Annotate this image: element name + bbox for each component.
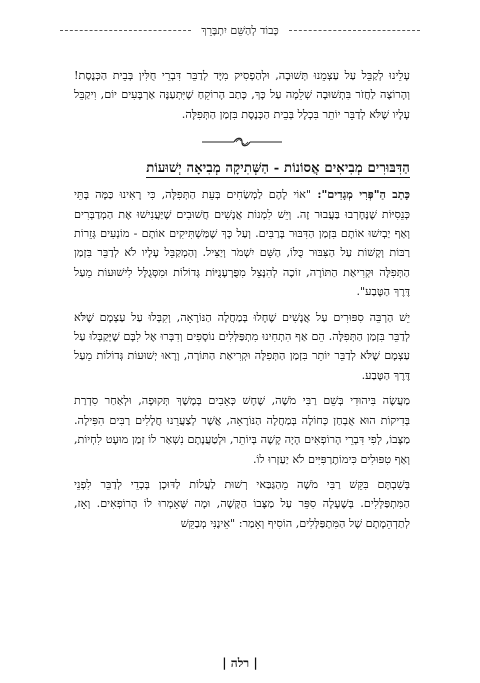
page-content — [74, 66, 410, 533]
header-rule-right — [289, 30, 420, 31]
paragraph-1 — [74, 185, 410, 301]
ornament-divider — [74, 136, 410, 148]
running-header — [60, 22, 420, 38]
page-number: | רלה | — [222, 656, 258, 670]
flourish-ornament-icon — [200, 136, 284, 148]
paragraph-2 — [74, 308, 410, 386]
paragraph-1-text: "אוֹי לָהֶם לַמְשַׂחִים בְּעֵת הַתְּפִלָּה, כִּי רָאִינוּ כַּמָּה בָּתֵּי כְּנֵסִיּוֹת שֶׁנֶּחֶרְבוּ בַּעֲבוּר זֶה. וְיֵשׁ לִמְנוֹת אֲנָשִׁים חֲשׁוּבִים שֶׁיַּעֲנִישׁוּ אֶת הַמְדַבְּרִים וְאַף יַבְיִשׁוּ אוֹתָם בִּזְמַן הַדִּבּוּר בָּרַבִּים. וְעַל כָּךְ שֶׁמַּשְׁתִּיקִים אוֹתָם - מוֹנְעִים גְּזֵרוֹת רַבּוֹת וְקָשׁוֹת עַל הַצִּבּוּר כֻּלּוֹ, הַשֵּׁם יִשְׁמֹר וְיַצִּיל. וְהַמְקַבֵּל עָלָיו לֹא לְדַבֵּר בִּזְמַן הַתְּפִלָּה וּקְרִיאַת הַתּוֹרָה, זוֹכֶה לְהִנָּצֵל מִפֻּרְעָנֻיּוֹת גְּדוֹלוֹת וּמִסְּגֻלָּל לִישׁוּעוֹת מֵעַל דֶּרֶךְ הַטֶּבַע". — [74, 188, 410, 299]
header-title: כָּבוֹד לְהַשֵּׁם יִתְבָּרֵךְ — [201, 23, 279, 37]
paragraph-intro — [74, 66, 410, 124]
paragraph-intro-text: עָלֵינוּ לְקַבֵּל עַל עַצְמֵנוּ תְּשׁוּבָה, וּלְהַפְסִיק מִיָּד לְדַבֵּר דִּבְרֵי חֻלִּין בְּבֵית הַכְּנֶסֶת! וְהָרוֹצֶה לַחֲזֹר בִּתְשׁוּבָה שְׁלֵמָה עַל כָּךְ, כָּתַב הָרוֹקֵחַ שֶׁיִּתְעַנֶּה אַרְבָּעִים יוֹם, וִיקַבֵּל עָלָיו שֶׁלֹּא לְדַבֵּר יוֹתֵר בִּכְלָל בְּבֵית הַכְּנֶסֶת בִּזְמַן הַתְּפִלָּה. — [74, 69, 410, 121]
section-heading — [74, 159, 410, 179]
paragraph-2-text: יֵשׁ הַרְבֵּה סִפּוּרִים עַל אֲנָשִׁים שֶׁחָלוּ בְּמַחֲלָה הַנּוֹרָאָה, וְקִבְּלוּ עַל עַצְמָם שֶׁלֹּא לְדַבֵּר בִּזְמַן הַתְּפִלָּה. הֵם אַף הִתְחִינוּ מִתְפַּלְּלִים נוֹסָפִים וְדִבְּרוּ אֶל לִבָּם שֶׁיְּקַבְּלוּ עַל עַצְמָם שֶׁלֹּא לְדַבֵּר יוֹתֵר בִּזְמַן הַתְּפִלָּה וּקְרִיאַת הַתּוֹרָה, וְרָאוּ יְשׁוּעוֹת גְּדוֹלוֹת מֵעַל דֶּרֶךְ הַטֶּבַע. — [74, 310, 410, 382]
paragraph-3-text: מַעֲשֶׂה בִּיהוּדִי בְּשֵׁם רַבִּי מֹשֶׁה, שֶׁחָשׁ כְּאֵבִים בְּמֶשֶׁךְ תְּקוּפָה, וּלְאַחַר סִדְרַת בְּדִיקוֹת הוּא אֻבְחַן כְּחוֹלֶה בְּמַחֲלָה הַנּוֹרָאָה, אֲשֶׁר לְצַעֲרֵנוּ חֲלָלִים רַבִּים הִפִּילָה. מַצָּבוֹ, לְפִי דִּבְרֵי הָרוֹפְאִים הָיָה קָשֶׁה בְּיוֹתֵר, וּלְטַעֲנָתָם נִשְׁאַר לוֹ זְמַן מוּעָט לִחְיוֹת, וְאַף טִפּוּלִים כִּימוֹתֶרַפִּיִּים לֹא יַעַזְרוּ לוֹ. — [74, 394, 410, 466]
paragraph-4 — [74, 475, 410, 533]
section-heading-text: הַדִּבּוּרִים מְבִיאִים אֲסוֹנוֹת - הַשְּׁתִיקָה מְבִיאָה יְשׁוּעוֹת — [146, 161, 410, 177]
paragraph-3 — [74, 391, 410, 469]
header-rule-left — [60, 30, 191, 31]
paragraph-1-lead: כָּתַב הַ"פְּרִי מְגָדִים": — [311, 187, 410, 202]
paragraph-4-text: בְּשִׁבְתָּם בִּקֵּשׁ רַבִּי מֹשֶׁה מֵהַגַּבַּאי רְשׁוּת לַעֲלוֹת לַדּוּכָן בְּכְדֵי לְדַבֵּר לִפְנֵי הַמִּתְפַּלְּלִים. בְּשֶׁעָלָה סִפֵּר עַל מַצָּבוֹ הַקָּשֶׁה, וּמָה שֶּׁאָמְרוּ לוֹ הָרוֹפְאִים. וְאָז, לְתַדְהֵמָתָם שֶׁל הַמִּתְפַּלְּלִים, הוֹסִיף וְאָמַר: "אֵינֶנִּי מְבַקֵּשׁ — [74, 477, 410, 530]
